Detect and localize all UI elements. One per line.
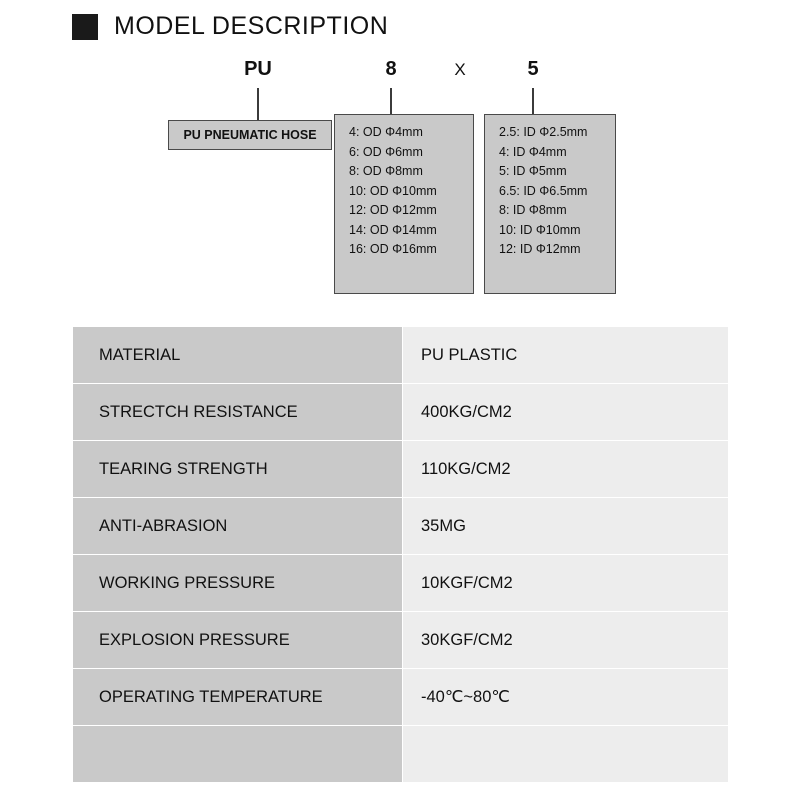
table-row [73, 384, 729, 441]
od-option: 8: OD Φ8mm [349, 164, 423, 178]
od-option: 4: OD Φ4mm [349, 125, 423, 139]
table-row [73, 726, 729, 783]
id-option: 10: ID Φ10mm [499, 222, 581, 237]
spec-value: 10KGF/CM2 [403, 555, 729, 612]
specification-table [72, 326, 729, 783]
id-option: 5: ID Φ5mm [499, 164, 567, 178]
spec-value: 35MG [403, 498, 729, 555]
spec-property: ANTI-ABRASION [73, 498, 403, 555]
id-option: 12: ID Φ12mm [499, 242, 581, 256]
table-row [73, 327, 729, 384]
code-token-id: 5 [527, 58, 539, 80]
spec-value: 110KG/CM2 [403, 441, 729, 498]
spec-value: 30KGF/CM2 [403, 612, 729, 669]
od-option: 6: OD Φ6mm [349, 144, 423, 159]
leader-line-id-vertical [532, 88, 534, 114]
id-options-box [484, 114, 616, 294]
table-row [73, 612, 729, 669]
table-row [73, 555, 729, 612]
id-option: 2.5: ID Φ2.5mm [499, 125, 588, 139]
spec-property: TEARING STRENGTH [73, 441, 403, 498]
page-title [72, 12, 388, 41]
code-token-x: X [454, 60, 466, 79]
id-option: 8: ID Φ8mm [499, 203, 567, 217]
spec-property: OPERATING TEMPERATURE [73, 669, 403, 726]
spec-value: -40℃~80℃ [403, 669, 729, 726]
leader-line-od-vertical [390, 88, 392, 114]
leader-line-pu-vertical [257, 88, 259, 122]
spec-value: PU PLASTIC [403, 327, 729, 384]
id-option: 4: ID Φ4mm [499, 144, 567, 159]
spec-property: MATERIAL [73, 327, 403, 384]
table-row [73, 498, 729, 555]
od-options-box [334, 114, 474, 294]
code-token-od: 8 [385, 58, 397, 80]
black-square-icon [72, 14, 98, 40]
spec-value: 400KG/CM2 [403, 384, 729, 441]
od-option: 10: OD Φ10mm [349, 183, 437, 198]
pu-hose-label-box: PU PNEUMATIC HOSE [168, 120, 332, 150]
spec-property [73, 726, 403, 783]
code-token-pu: PU [244, 58, 272, 80]
id-option: 6.5: ID Φ6.5mm [499, 183, 588, 198]
page-title-text: MODEL DESCRIPTION [114, 12, 389, 40]
spec-property: EXPLOSION PRESSURE [73, 612, 403, 669]
spec-value [403, 726, 729, 783]
spec-property: STRECTCH RESISTANCE [73, 384, 403, 441]
od-option: 12: OD Φ12mm [349, 203, 437, 217]
table-row [73, 669, 729, 726]
model-code-row [0, 56, 800, 92]
table-row [73, 441, 729, 498]
spec-property: WORKING PRESSURE [73, 555, 403, 612]
od-option: 16: OD Φ16mm [349, 242, 437, 256]
od-option: 14: OD Φ14mm [349, 222, 437, 237]
